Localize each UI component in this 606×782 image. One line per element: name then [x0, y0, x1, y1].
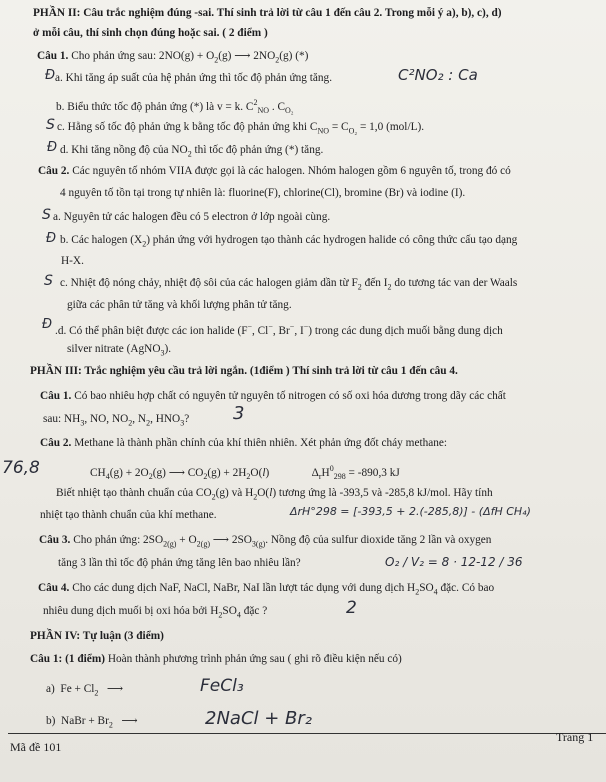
p3-q4: Câu 4. Cho các dung dịch NaF, NaCl, NaBr, NaI lần lượt tác dụng với dung dịch $H_2SO_4$ đặc. Có bao — [38, 582, 495, 597]
p4-qb: b) NaBr + $Br_2$ ⟶ — [46, 715, 138, 730]
p2-q2b: b. Các halogen $(X_2)$ phản ứng với hydrogen tạo thành các hydrogen halide có công thức cấu tạo dạng — [60, 234, 518, 249]
hw-work-p3-q3: O₂ / V₂ = 8 · 12-12 / 36 — [385, 555, 523, 569]
p2-q1d: d. Khi tăng nồng độ của $NO_2$ thì tốc độ phản ứng (*) tăng. — [60, 144, 324, 159]
p3-q2-given: Biết nhiệt tạo thành chuẩn của $CO_2(g)$ và $H_2O(l)$ tương ứng là -393,5 và -285,8 kJ/mol. Hãy tính — [56, 487, 493, 502]
p2-q1b: b. Biểu thức tốc độ phản ứng (*) là v = k. $C^2_{NO}$ . $C_{O_2}$ — [56, 98, 294, 116]
p2-q2b-cont: H-X. — [61, 255, 84, 267]
p3-q2-eq: $CH_4(g) + 2O_2(g)$ ⟶ $CO_2(g) + 2H_2O(l)$ $\Delta_rH^0_{298} = -890,3$ kJ — [90, 464, 400, 482]
p3-q3: Câu 3. Cho phản ứng: $2SO_{2(g)} + O_{2(g)}$ ⟶ $2SO_{3(g)}$. Nồng độ của sulfur dioxide tăng 2 lần và oxygen — [39, 534, 492, 549]
p4-qa: a) $Fe + Cl_2$ ⟶ — [46, 683, 124, 698]
p3-q2: Câu 2. Methane là thành phần chính của khí thiên nhiên. Xét phản ứng đốt cháy methane: — [40, 437, 448, 449]
hw-answer-q1d: Đ — [47, 140, 58, 155]
p3-q3-cont: tăng 3 lần thì tốc độ phản ứng tăng lên bao nhiêu lần? — [58, 557, 301, 569]
exam-code: Mã đề 101 — [10, 740, 62, 754]
hw-answer-q2b: Đ — [46, 231, 57, 246]
p2-q2d: .d. Có thể phân biệt được các ion halide (F−, Cl−, Br−, I−) trong các dung dịch muối bằng dung dịch — [55, 322, 503, 337]
part3-header: PHẦN III: Trắc nghiệm yêu cầu trả lời ngắn. (1điểm ) Thí sinh trả lời từ câu 1 đến câu 4. — [30, 365, 458, 377]
hw-answer-q2d: Đ — [42, 317, 53, 332]
p2-q1c: c. Hằng số tốc độ phản ứng k bằng tốc độ phản ứng khi $C_{NO} = C_{O_2} = 1,0$ (mol/L). — [57, 121, 425, 136]
hw-answer-p4-a: FeCl₃ — [200, 676, 244, 696]
page-number: Trang 1 — [556, 730, 594, 744]
p3-q1-cont: sau: $NH_3$, NO, $NO_2$, $N_2$, $HNO_3$? — [43, 413, 190, 428]
hw-work-p3-q2: ΔrH°298 = [-393,5 + 2.(-285,8)] - (ΔfH CH₄) — [290, 505, 531, 518]
hw-answer-q2c: S — [44, 273, 53, 289]
p2-q2c-cont: giữa các phân tử tăng và khối lượng phân tử tăng. — [67, 299, 292, 311]
p3-q4-cont: nhiêu dung dịch muối bị oxi hóa bởi $H_2SO_4$ đặc ? — [43, 605, 268, 620]
p4-q1: Câu 1: (1 điểm) Hoàn thành phương trình phản ứng sau ( ghi rõ điều kiện nếu có) — [30, 653, 402, 665]
part2-header: PHẦN II: Câu trắc nghiệm đúng -sai. Thí sinh trả lời từ câu 1 đến câu 2. Trong mỗi ý a), b), c), d) — [33, 7, 502, 19]
p3-q1: Câu 1. Có bao nhiêu hợp chất có nguyên tử nguyên tố nitrogen có số oxi hóa dương trong dãy các chất — [40, 390, 506, 402]
p3-q2-ask: nhiệt tạo thành chuẩn của khí methane. — [40, 509, 217, 521]
hw-answer-q1c: S — [46, 117, 55, 133]
hw-answer-p3-q1: 3 — [233, 403, 245, 424]
hw-note-q1a: C²NO₂ : Ca — [398, 66, 478, 84]
footer-rule — [8, 733, 606, 734]
part4-header: PHẦN IV: Tự luận (3 điểm) — [30, 630, 164, 642]
hw-answer-q2a: S — [42, 207, 51, 223]
hw-answer-p4-b: 2NaCl + Br₂ — [205, 708, 313, 729]
p2-q2: Câu 2. Các nguyên tố nhóm VIIA được gọi là các halogen. Nhóm halogen gồm 6 nguyên tố, trong đó có — [38, 165, 511, 177]
hw-answer-p3-q4: 2 — [346, 598, 357, 618]
p2-q2-cont: 4 nguyên tố tồn tại trong tự nhiên là: fluorine(F), chlorine(Cl), bromine (Br) và iodine (I). — [60, 187, 466, 199]
hw-answer-q1a: Đ — [45, 68, 56, 83]
part2-instruction: ở mỗi câu, thí sinh chọn đúng hoặc sai. ( 2 điểm ) — [33, 27, 268, 39]
hw-answer-p3-q2: 76,8 — [2, 458, 40, 478]
p2-q1: Câu 1. Cho phản ứng sau: $2NO(g) + O_2(g)$ ⟶ $2NO_2(g)$ (*) — [37, 50, 309, 65]
p2-q2d-cont: silver nitrate (AgNO$_3$). — [67, 343, 172, 358]
p2-q2a: a. Nguyên tử các halogen đều có 5 electron ở lớp ngoài cùng. — [53, 211, 331, 223]
p2-q1a: a. Khi tăng áp suất của hệ phản ứng thì tốc độ phản ứng tăng. — [55, 72, 333, 84]
p2-q2c: c. Nhiệt độ nóng chảy, nhiệt độ sôi của các halogen giảm dần từ $F_2$ đến $I_2$ do tương tác van der Waals — [60, 277, 518, 292]
